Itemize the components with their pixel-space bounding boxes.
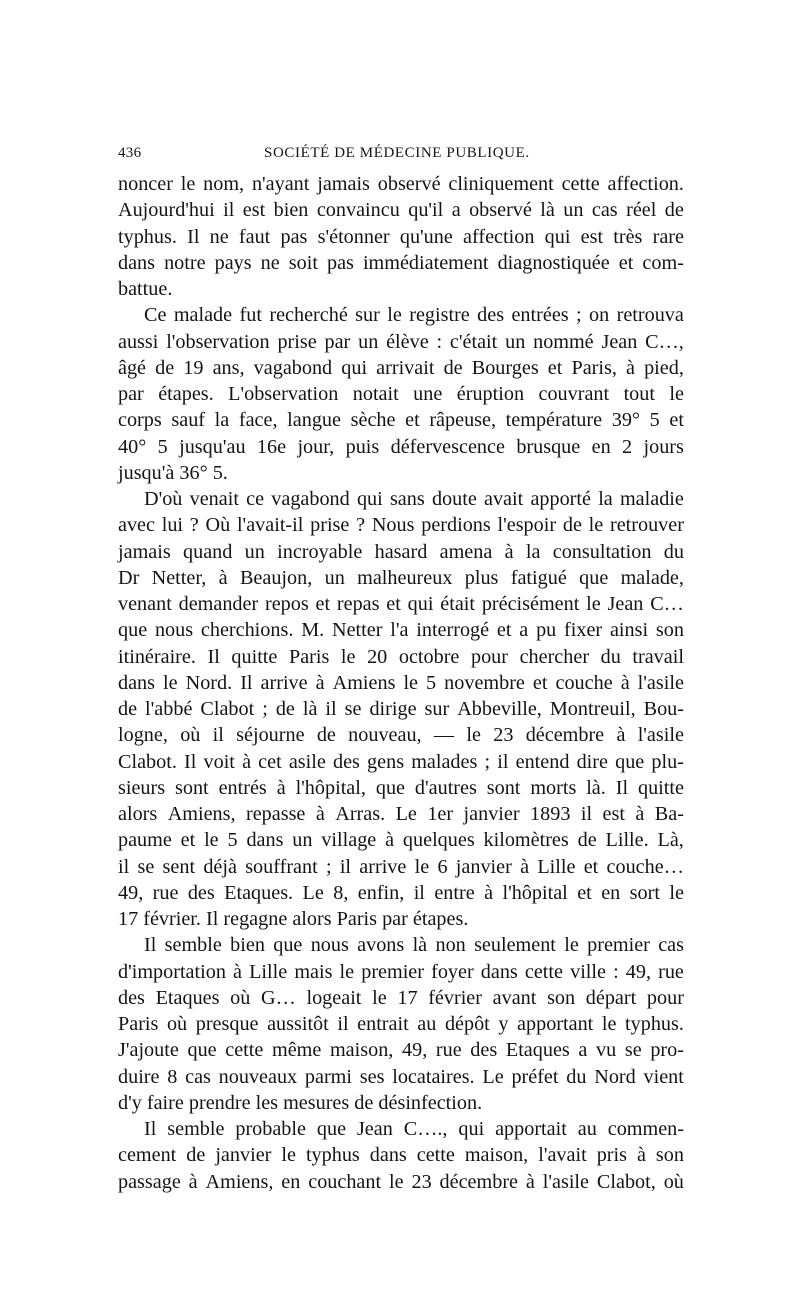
text-line: 17 février. Il regagne alors Paris par étapes.: [118, 908, 469, 930]
text-line: dans le Nord. Il arrive à Amiens le 5 novembre et couche à l'asile: [118, 671, 684, 694]
text-line: il se sent déjà souffrant ; il arrive le 6 janvier à Lille et couche…: [118, 855, 684, 878]
text-line: d'y faire prendre les mesures de désinfection.: [118, 1091, 483, 1114]
text-line: sieurs sont entrés à l'hôpital, que d'autres sont morts là. Il quitte: [118, 776, 684, 799]
text-line: dans notre pays ne soit pas immédiatement diagnostiquée et com-: [118, 251, 684, 274]
text-line: D'où venait ce vagabond qui sans doute avait apporté la maladie: [144, 488, 684, 510]
text-line: 40° 5 jusqu'au 16e jour, puis défervescence brusque en 2 jours: [118, 435, 684, 458]
page-number: 436: [118, 145, 142, 161]
page-header: [118, 141, 684, 171]
text-line: par étapes. L'observation notait une éruption couvrant tout le: [118, 383, 684, 405]
running-title: SOCIÉTÉ DE MÉDECINE PUBLIQUE.: [264, 145, 530, 161]
text-line: âgé de 19 ans, vagabond qui arrivait de Bourges et Paris, à pied,: [118, 356, 684, 379]
text-line: Aujourd'hui il est bien convaincu qu'il a observé là un cas réel de: [118, 199, 684, 222]
text-line: logne, où il séjourne de nouveau, — le 23 décembre à l'asile: [118, 724, 684, 747]
text-line: alors Amiens, repasse à Arras. Le 1er janvier 1893 il est à Ba-: [118, 803, 684, 825]
text-line: jusqu'à 36° 5.: [118, 461, 228, 484]
text-line: battue.: [118, 278, 173, 300]
text-line: de l'abbé Clabot ; de là il se dirige sur Abbeville, Montreuil, Bou-: [118, 698, 684, 720]
text-line: aussi l'observation prise par un élève : c'était un nommé Jean C…,: [118, 330, 684, 353]
text-line: que nous cherchions. M. Netter l'a interrogé et a pu fixer ainsi son: [118, 619, 684, 642]
text-line: 49, rue des Etaques. Le 8, enfin, il entre à l'hôpital et en sort le: [118, 881, 684, 904]
text-line: d'importation à Lille mais le premier foyer dans cette ville : 49, rue: [118, 960, 684, 983]
text-line: jamais quand un incroyable hasard amena à la consultation du: [118, 540, 684, 563]
text-line: Il semble probable que Jean C…., qui apportait au commen-: [144, 1118, 684, 1140]
text-line: des Etaques où G… logeait le 17 février avant son départ pour: [118, 986, 684, 1009]
text-line: corps sauf la face, langue sèche et râpeuse, température 39° 5 et: [118, 409, 684, 432]
text-line: typhus. Il ne faut pas s'étonner qu'une affection qui est très rare: [118, 225, 684, 248]
text-line: Ce malade fut recherché sur le registre des entrées ; on retrouva: [144, 304, 684, 327]
text-line: passage à Amiens, en couchant le 23 décembre à l'asile Clabot, où: [118, 1170, 684, 1193]
text-line: Clabot. Il voit à cet asile des gens malades ; il entend dire que plu-: [118, 750, 684, 773]
text-line: avec lui ? Où l'avait-il prise ? Nous perdions l'espoir de le retrouver: [118, 514, 684, 537]
text-line: Il semble bien que nous avons là non seulement le premier cas: [144, 934, 684, 957]
text-line: venant demander repos et repas et qui était précisément le Jean C…: [118, 593, 684, 615]
text-line: Dr Netter, à Beaujon, un malheureux plus fatigué que malade,: [118, 566, 684, 589]
text-line: Paris où presque aussitôt il entrait au dépôt y apportant le typhus.: [118, 1013, 684, 1035]
body-text: [118, 171, 684, 1195]
text-line: itinéraire. Il quitte Paris le 20 octobre pour chercher du travail: [118, 645, 684, 668]
text-line: cement de janvier le typhus dans cette maison, l'avait pris à son: [118, 1144, 684, 1167]
text-line: paume et le 5 dans un village à quelques kilomètres de Lille. Là,: [118, 829, 684, 852]
text-line: J'ajoute que cette même maison, 49, rue des Etaques a vu se pro-: [118, 1039, 684, 1062]
book-page: [118, 141, 684, 1195]
text-line: noncer le nom, n'ayant jamais observé cliniquement cette affection.: [118, 173, 684, 195]
text-line: duire 8 cas nouveaux parmi ses locataires. Le préfet du Nord vient: [118, 1065, 684, 1088]
